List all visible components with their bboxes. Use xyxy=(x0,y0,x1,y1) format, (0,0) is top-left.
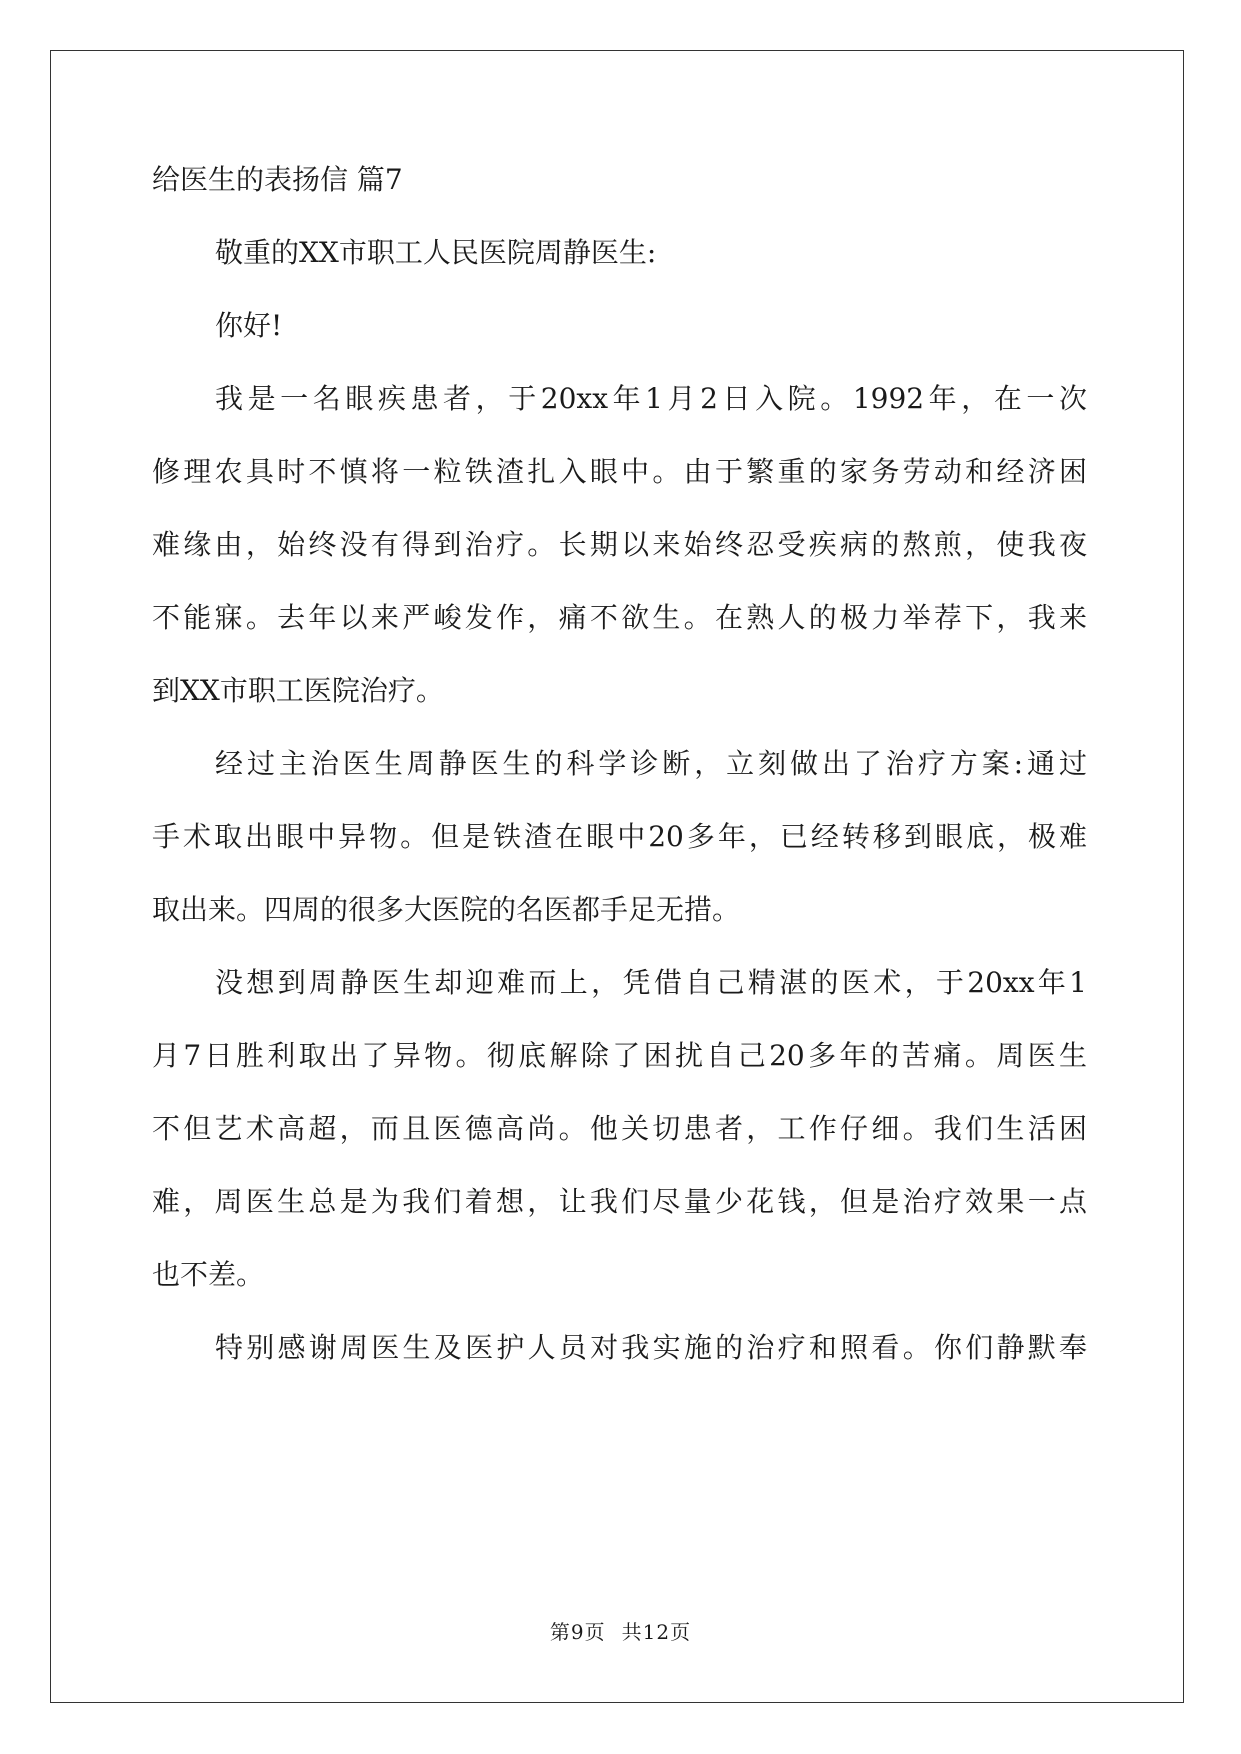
text-line: 我是一名眼疾患者，于20xx年1月2日入院。1992年，在一次 xyxy=(215,382,1087,415)
page-total: 共12页 xyxy=(621,1620,692,1644)
text-line: 修理农具时不慎将一粒铁渣扎入眼中。由于繁重的家务劳动和经济困 xyxy=(152,455,1087,488)
text-line: 经过主治医生周静医生的科学诊断，立刻做出了治疗方案:通过 xyxy=(215,747,1087,780)
text-line: 难缘由，始终没有得到治疗。长期以来始终忍受疾病的熬煎，使我夜 xyxy=(152,528,1087,561)
page-number: 第9页 xyxy=(549,1620,606,1644)
text-line: 不但艺术高超，而且医德高尚。他关切患者，工作仔细。我们生活困 xyxy=(152,1112,1087,1145)
document-title: 给医生的表扬信 篇7 xyxy=(152,163,403,196)
text-line: 月7日胜利取出了异物。彻底解除了困扰自己20多年的苦痛。周医生 xyxy=(152,1039,1087,1072)
greeting: 你好! xyxy=(215,309,283,342)
salutation: 敬重的XX市职工人民医院周静医生: xyxy=(215,236,657,269)
text-line: 特别感谢周医生及医护人员对我实施的治疗和照看。你们静默奉 xyxy=(215,1331,1087,1364)
text-line: 也不差。 xyxy=(152,1258,265,1291)
text-line: 手术取出眼中异物。但是铁渣在眼中20多年，已经转移到眼底，极难 xyxy=(152,820,1087,853)
text-line: 取出来。四周的很多大医院的名医都手足无措。 xyxy=(152,893,741,926)
text-line: 到XX市职工医院治疗。 xyxy=(152,674,444,707)
text-line: 不能寐。去年以来严峻发作，痛不欲生。在熟人的极力举荐下，我来 xyxy=(152,601,1087,634)
page-border xyxy=(50,50,1184,1703)
page-footer xyxy=(0,1618,1241,1646)
text-line: 没想到周静医生却迎难而上，凭借自己精湛的医术，于20xx年1 xyxy=(215,966,1087,999)
text-line: 难，周医生总是为我们着想，让我们尽量少花钱，但是治疗效果一点 xyxy=(152,1185,1087,1218)
